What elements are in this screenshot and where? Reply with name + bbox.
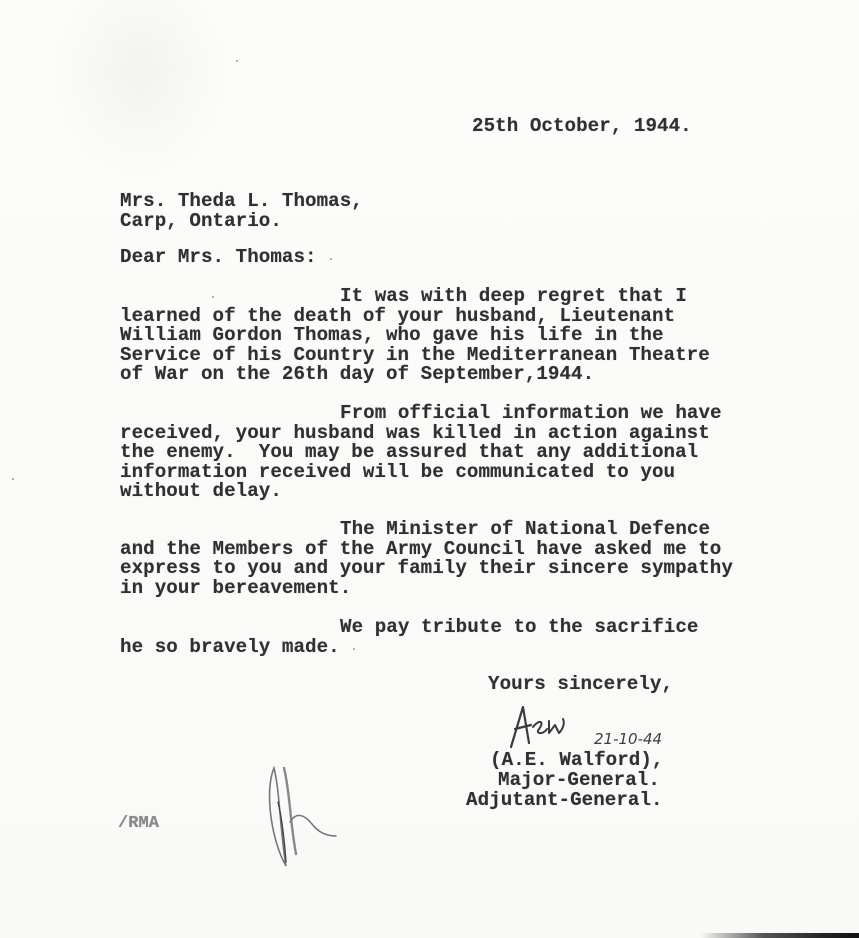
paragraph-line: It was with deep regret that I bbox=[340, 285, 687, 307]
paragraph-line: The Minister of National Defence bbox=[340, 518, 711, 540]
letter-date: 25th October, 1944. bbox=[472, 115, 692, 137]
pencil-initials-icon bbox=[260, 762, 350, 872]
paragraph-line: the enemy. You may be assured that any additional bbox=[120, 441, 699, 463]
paragraph-official-information bbox=[120, 404, 722, 502]
paragraph-line: he so bravely made. bbox=[120, 635, 340, 658]
signatory-title: Adjutant-General. bbox=[466, 789, 663, 811]
paragraph-line: We pay tribute to the sacrifice bbox=[340, 616, 699, 638]
paper-speck bbox=[12, 478, 14, 480]
paragraph-line: information received will be communicated to you bbox=[120, 460, 676, 483]
paper-speck bbox=[353, 648, 355, 650]
handwritten-date-icon bbox=[590, 727, 700, 749]
signatory-rank: Major-General. bbox=[498, 769, 660, 791]
paper-speck bbox=[330, 258, 332, 260]
paragraph-line: From official information we have bbox=[340, 402, 722, 424]
signatory-name: (A.E. Walford), bbox=[490, 749, 664, 771]
paragraph-line: and the Members of the Army Council have asked me to bbox=[120, 537, 722, 560]
paragraph-tribute bbox=[120, 618, 699, 657]
paragraph-line: learned of the death of your husband, Lieutenant bbox=[120, 304, 676, 327]
paper-speck bbox=[236, 60, 238, 62]
scan-edge-shadow bbox=[700, 933, 859, 938]
paragraph-line: without delay. bbox=[120, 480, 282, 502]
paragraph-condolence bbox=[120, 287, 710, 385]
paragraph-line: in your bereavement. bbox=[120, 576, 352, 599]
reference-initials: /RMA bbox=[118, 814, 160, 833]
closing: Yours sincerely, bbox=[488, 673, 674, 695]
recipient-name: Mrs. Theda L. Thomas, bbox=[120, 190, 363, 212]
salutation: Dear Mrs. Thomas: bbox=[120, 246, 317, 268]
handwritten-signature-icon bbox=[505, 703, 585, 753]
paragraph-line: of War on the 26th day of September,1944. bbox=[120, 363, 595, 385]
paragraph-sympathy bbox=[120, 520, 733, 598]
handwritten-date-text: 21-10-44 bbox=[594, 730, 663, 748]
recipient-address: Carp, Ontario. bbox=[120, 210, 282, 232]
paragraph-line: William Gordon Thomas, who gave his life in the bbox=[120, 324, 664, 346]
paragraph-line: Service of his Country in the Mediterranean Theatre bbox=[120, 343, 710, 366]
paragraph-line: express to you and your family their sincere sympathy bbox=[120, 557, 733, 579]
paragraph-line: received, your husband was killed in action against bbox=[120, 421, 710, 444]
paper-speck bbox=[212, 296, 214, 298]
